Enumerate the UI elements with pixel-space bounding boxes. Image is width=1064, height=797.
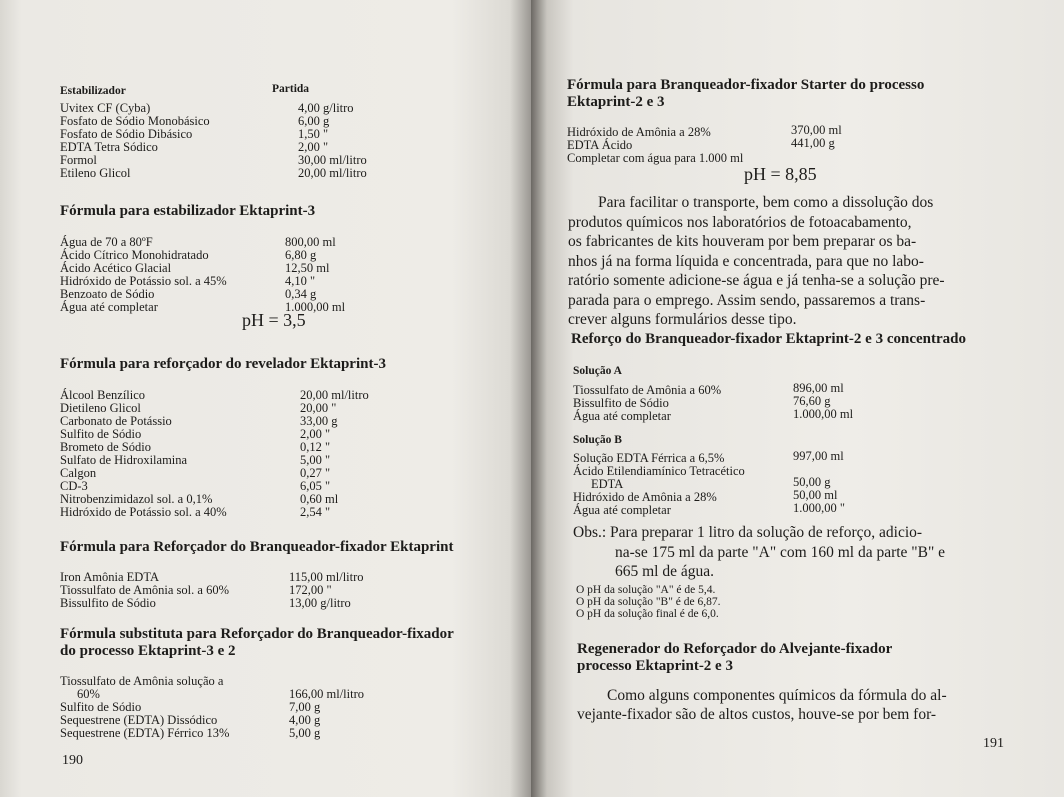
right-page <box>531 0 1064 797</box>
paragraph-line: Para facilitar o transporte, bem como a dissolução dos <box>598 194 934 211</box>
ingredient: Álcool Benzílico <box>60 388 146 402</box>
substitute-values <box>289 675 364 740</box>
amount: 896,00 ml <box>793 381 844 395</box>
ingredient: Hidróxido de Potássio sol. a 40% <box>60 505 227 519</box>
amount: 2,54 " <box>300 505 331 519</box>
developer-reinforcer-items <box>60 389 227 519</box>
amount: 1,50 " <box>298 127 329 141</box>
ingredient: Hidróxido de Amônia a 28% <box>567 125 711 139</box>
ingredient: Hidróxido de Amônia a 28% <box>573 490 717 504</box>
ingredient: Bissulfito de Sódio <box>60 596 156 610</box>
bleachfix-reinforcer-items <box>60 571 229 610</box>
amount: 800,00 ml <box>285 235 336 249</box>
ingredient: Etileno Glicol <box>60 166 131 180</box>
starter-ph: pH = 8,85 <box>744 164 817 184</box>
ingredient: Iron Amônia EDTA <box>60 570 159 584</box>
ingredient: Solução EDTA Férrica a 6,5% <box>573 451 725 465</box>
ingredient: Carbonato de Potássio <box>60 414 172 428</box>
ingredient: CD-3 <box>60 479 88 493</box>
ingredient: Formol <box>60 153 97 167</box>
ph-note: O pH da solução "B" é de 6,87. <box>576 596 721 608</box>
ingredient: Brometo de Sódio <box>60 440 151 454</box>
ingredient: Ácido Acético Glacial <box>60 261 172 275</box>
ingredient: Sequestrene (EDTA) Dissódico <box>60 713 218 727</box>
amount: 6,80 g <box>285 248 317 262</box>
ingredient: Água até completar <box>573 409 671 423</box>
solution-b-items <box>573 452 745 517</box>
ingredient: EDTA Tetra Sódico <box>60 140 158 154</box>
ph-note: O pH da solução "A" é de 5,4. <box>576 584 716 596</box>
bleachfix-reinforcer-values <box>289 571 364 610</box>
ingredient: Hidróxido de Potássio sol. a 45% <box>60 274 227 288</box>
amount: 115,00 ml/litro <box>289 570 364 584</box>
amount: 0,34 g <box>285 287 317 301</box>
stabilizer-items <box>60 102 210 180</box>
ingredient: Ácido Etilendiamínico Tetracético <box>573 464 745 478</box>
ingredient: Tiossulfato de Amônia sol. a 60% <box>60 583 229 597</box>
stabilizer-values <box>298 102 367 180</box>
obs-block <box>573 523 945 582</box>
ingredient: Tiossulfato de Amônia a 60% <box>573 383 722 397</box>
ektaprint3-title: Fórmula para estabilizador Ektaprint-3 <box>60 203 316 219</box>
amount: 20,00 " <box>300 401 337 415</box>
partida-heading: Partida <box>272 83 310 95</box>
ingredient: Uvitex CF (Cyba) <box>60 101 151 115</box>
amount: 0,12 " <box>300 440 331 454</box>
amount: 2,00 " <box>300 427 331 441</box>
amount: 441,00 g <box>791 136 835 150</box>
ingredient: Tiossulfato de Amônia solução a <box>60 674 224 688</box>
paragraph-line: parada para o emprego. Assim sendo, passaremos a trans- <box>568 291 926 309</box>
amount: 76,60 g <box>793 394 831 408</box>
solution-b-label: Solução B <box>573 434 622 446</box>
starter-title-line1: Fórmula para Branqueador-fixador Starter do processo <box>567 77 925 93</box>
starter-items <box>567 126 743 165</box>
amount: 20,00 ml/litro <box>298 166 367 180</box>
amount: 1.000,00 " <box>793 501 845 515</box>
substitute-title-line1: Fórmula substituta para Reforçador do Branqueador-fixador <box>60 626 454 642</box>
amount: 20,00 ml/litro <box>300 388 369 402</box>
ingredient: Água de 70 a 80ºF <box>60 235 153 249</box>
amount: 7,00 g <box>289 700 321 714</box>
amount: 997,00 ml <box>793 449 844 463</box>
obs-line: 665 ml de água. <box>615 563 715 580</box>
amount: 4,10 " <box>285 274 316 288</box>
ingredient: Sulfito de Sódio <box>60 427 142 441</box>
amount: 370,00 ml <box>791 123 842 137</box>
regenerator-text-line1: Como alguns componentes químicos da fórmula do al- <box>607 687 947 704</box>
amount: 172,00 " <box>289 583 332 597</box>
amount: 2,00 " <box>298 140 329 154</box>
amount: 13,00 g/litro <box>289 596 351 610</box>
solution-a-items <box>573 384 721 423</box>
regenerator-text-line2: vejante-fixador são de altos custos, houve-se por bem for- <box>577 706 937 723</box>
ingredient: Fosfato de Sódio Monobásico <box>60 114 210 128</box>
amount: 166,00 ml/litro <box>289 687 364 701</box>
ektaprint3-items <box>60 236 227 314</box>
amount: 4,00 g <box>289 713 321 727</box>
starter-values <box>791 124 842 163</box>
ingredient: Completar com água para 1.000 ml <box>567 151 744 165</box>
paragraph-line: produtos químicos nos laboratórios de fotoacabamento, <box>568 213 912 231</box>
ph-note: O pH da solução final é de 6,0. <box>576 608 719 620</box>
ingredient: Ácido Cítrico Monohidratado <box>60 248 209 262</box>
developer-reinforcer-values <box>300 389 369 519</box>
concentrated-title: Reforço do Branqueador-fixador Ektaprint-2 e 3 concentrado <box>571 331 966 347</box>
ingredient: Calgon <box>60 466 97 480</box>
amount: 0,60 ml <box>300 492 339 506</box>
ingredient: Sequestrene (EDTA) Férrico 13% <box>60 726 230 740</box>
stabilizer-heading: Estabilizador <box>60 85 126 97</box>
ingredient: Nitrobenzimidazol sol. a 0,1% <box>60 492 213 506</box>
ingredient: Bissulfito de Sódio <box>573 396 669 410</box>
ingredient: 60% <box>77 687 100 701</box>
page-number-left: 190 <box>62 753 83 768</box>
ingredient: Benzoato de Sódio <box>60 287 155 301</box>
ingredient: EDTA <box>591 477 624 491</box>
bleachfix-reinforcer-title: Fórmula para Reforçador do Branqueador-fixador Ektaprint <box>60 539 454 555</box>
ingredient: Sulfito de Sódio <box>60 700 142 714</box>
starter-title-line2: Ektaprint-2 e 3 <box>567 94 665 110</box>
intro-paragraph <box>568 193 945 330</box>
amount: 1.000,00 ml <box>793 407 854 421</box>
substitute-items <box>60 675 229 740</box>
ingredient: Fosfato de Sódio Dibásico <box>60 127 193 141</box>
amount: 5,00 g <box>289 726 321 740</box>
amount: 6,05 " <box>300 479 331 493</box>
left-page <box>0 0 531 797</box>
ingredient: EDTA Ácido <box>567 138 633 152</box>
solution-a-values <box>793 382 853 421</box>
amount: 50,00 ml <box>793 488 838 502</box>
obs-line: Obs.: Para preparar 1 litro da solução de reforço, adicio- <box>573 524 923 541</box>
ingredient: Dietileno Glicol <box>60 401 141 415</box>
ingredient: Sulfato de Hidroxilamina <box>60 453 188 467</box>
amount: 4,00 g/litro <box>298 101 354 115</box>
page-number-right: 191 <box>983 736 1004 751</box>
paragraph-line: os fabricantes de kits houveram por bem preparar os ba- <box>568 233 917 250</box>
ingredient: Água até completar <box>60 300 158 314</box>
developer-reinforcer-title: Fórmula para reforçador do revelador Ektaprint-3 <box>60 356 386 372</box>
amount: 1.000,00 ml <box>285 300 346 314</box>
regenerator-title-line2: processo Ektaprint-2 e 3 <box>577 658 733 674</box>
amount: 5,00 " <box>300 453 331 467</box>
amount: 50,00 g <box>793 475 831 489</box>
paragraph-line: nhos já na forma líquida e concentrada, para que no labo- <box>568 252 924 270</box>
ektaprint3-values <box>285 236 345 314</box>
amount <box>791 150 842 163</box>
ektaprint3-ph: pH = 3,5 <box>242 310 306 330</box>
obs-line: na-se 175 ml da parte "A" com 160 ml da parte "B" e <box>615 543 946 561</box>
amount: 12,50 ml <box>285 261 330 275</box>
ingredient: Água até completar <box>573 503 671 517</box>
paragraph-line: crever alguns formulários desse tipo. <box>568 311 797 328</box>
amount: 6,00 g <box>298 114 330 128</box>
amount: 30,00 ml/litro <box>298 153 367 167</box>
amount: 33,00 g <box>300 414 338 428</box>
solution-b-values <box>793 450 845 515</box>
amount: 0,27 " <box>300 466 331 480</box>
substitute-title-line2: do processo Ektaprint-3 e 2 <box>60 643 236 659</box>
paragraph-line: ratório somente adicione-se água e já tenha-se a solução pre- <box>568 272 945 289</box>
regenerator-title-line1: Regenerador do Reforçador do Alvejante-fixador <box>577 641 893 657</box>
solution-a-label: Solução A <box>573 365 622 377</box>
ph-notes <box>576 584 721 620</box>
